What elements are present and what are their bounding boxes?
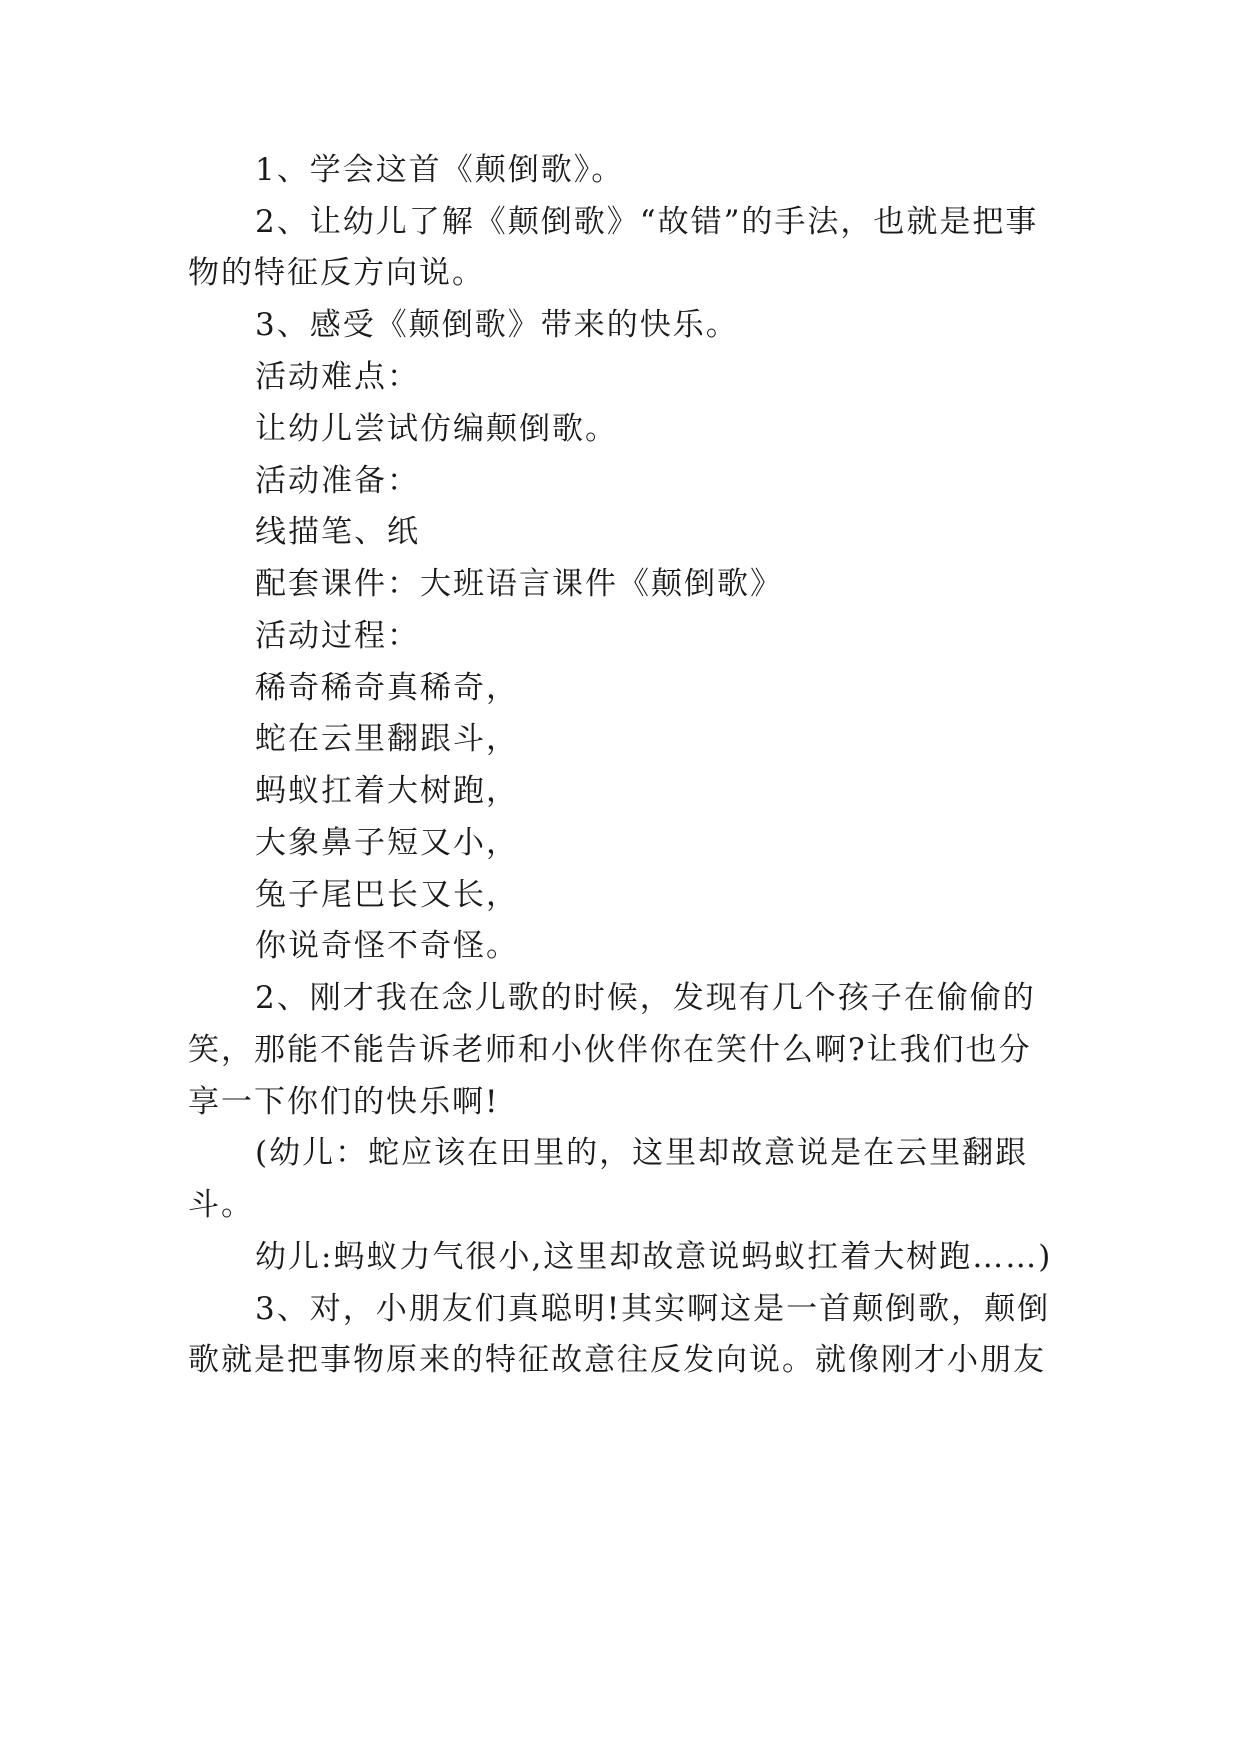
objective-2-line-1: 2、让幼儿了解《颠倒歌》“故错”的手法，也就是把事 bbox=[255, 204, 1039, 240]
poem-line-2: 蛇在云里翻跟斗， bbox=[255, 721, 519, 757]
heading-preparation: 活动准备： bbox=[255, 463, 420, 499]
step-2-line-3: 享一下你们的快乐啊! bbox=[188, 1084, 500, 1120]
objective-3: 3、感受《颠倒歌》带来的快乐。 bbox=[255, 307, 739, 343]
step-3-line-1: 3、对，小朋友们真聪明!其实啊这是一首颠倒歌，颠倒 bbox=[255, 1291, 1051, 1327]
poem-line-1: 稀奇稀奇真稀奇， bbox=[255, 670, 519, 706]
child-answer-line-1: (幼儿：蛇应该在田里的，这里却故意说是在云里翻跟 bbox=[255, 1135, 1029, 1171]
step-3-line-2: 歌就是把事物原来的特征故意往反发向说。就像刚才小朋友 bbox=[188, 1342, 1046, 1378]
child-answer-line-3: 幼儿:蚂蚁力气很小,这里却故意说蚂蚁扛着大树跑……) bbox=[255, 1239, 1053, 1275]
heading-process: 活动过程： bbox=[255, 618, 420, 654]
difficulty-text: 让幼儿尝试仿编颠倒歌。 bbox=[255, 411, 618, 447]
poem-line-6: 你说奇怪不奇怪。 bbox=[255, 928, 519, 964]
poem-line-5: 兔子尾巴长又长， bbox=[255, 877, 519, 913]
poem-line-3: 蚂蚁扛着大树跑， bbox=[255, 773, 519, 809]
preparation-materials: 线描笔、纸 bbox=[255, 514, 420, 550]
objective-2-line-2: 物的特征反方向说。 bbox=[188, 255, 485, 291]
step-2-line-2: 笑，那能不能告诉老师和小伙伴你在笑什么啊?让我们也分 bbox=[188, 1032, 1032, 1068]
heading-difficulty: 活动难点： bbox=[255, 359, 420, 395]
step-2-line-1: 2、刚才我在念儿歌的时候，发现有几个孩子在偷偷的 bbox=[255, 980, 1036, 1016]
objective-1: 1、学会这首《颠倒歌》。 bbox=[255, 152, 625, 188]
child-answer-line-2: 斗。 bbox=[188, 1187, 254, 1223]
preparation-courseware: 配套课件：大班语言课件《颠倒歌》 bbox=[255, 566, 783, 602]
poem-line-4: 大象鼻子短又小， bbox=[255, 825, 519, 861]
